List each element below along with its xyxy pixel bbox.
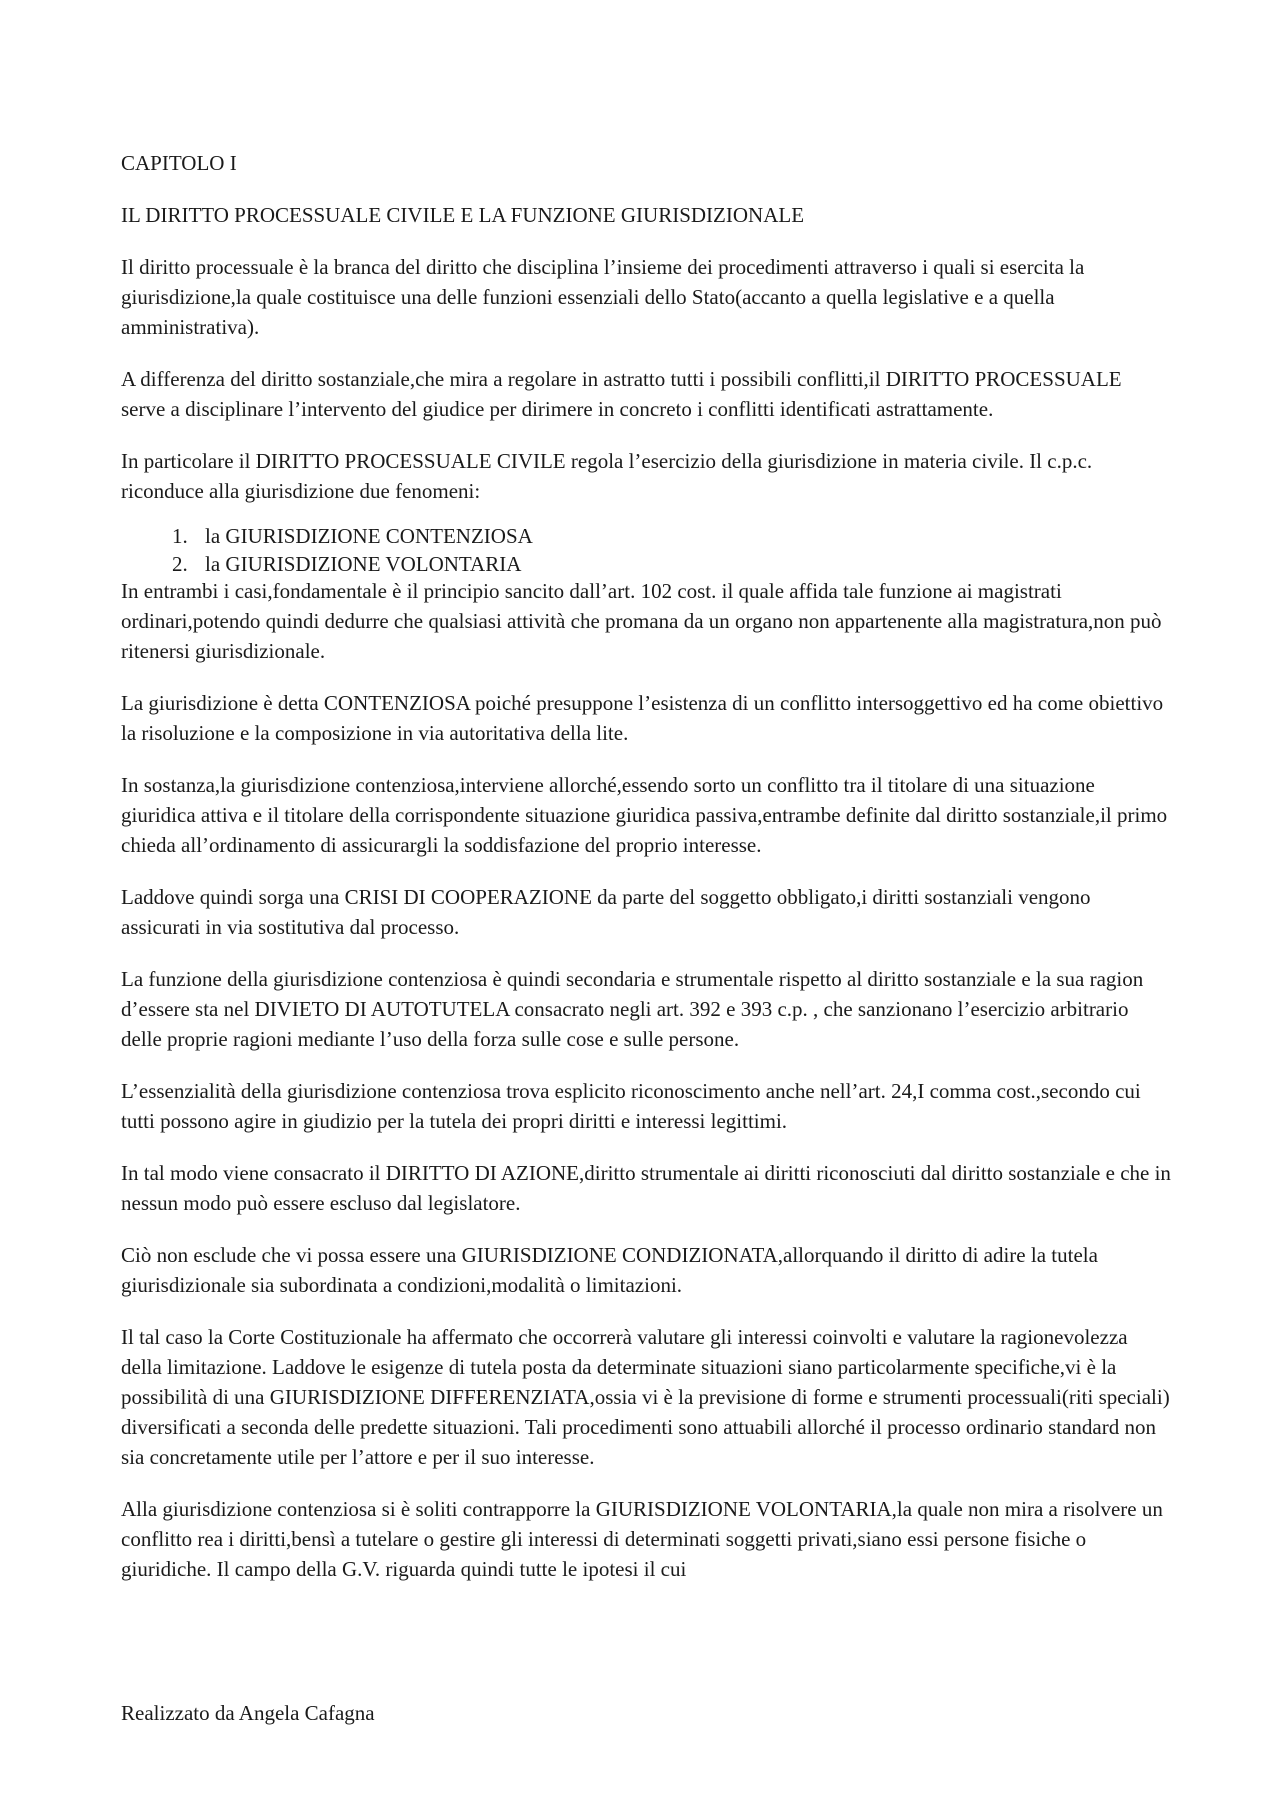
paragraph: La giurisdizione è detta CONTENZIOSA poiché presuppone l’esistenza di un conflitto intersoggettivo ed ha come obiettivo la risoluzione e la composizione in via autoritativa della lite. (121, 691, 1164, 745)
paragraph: In tal modo viene consacrato il DIRITTO DI AZIONE,diritto strumentale ai diritti riconosciuti dal diritto sostanziale e che in nessun modo può essere escluso dal legislatore. (121, 1161, 1171, 1215)
paragraph: A differenza del diritto sostanziale,che mira a regolare in astratto tutti i possibili conflitti,il DIRITTO PROCESSUALE serve a disciplinare l’intervento del giudice per dirimere in concreto i conflitti identificati astrattamente. (121, 367, 1122, 421)
paragraph: In entrambi i casi,fondamentale è il principio sancito dall’art. 102 cost. il quale affida tale funzione ai magistrati ordinari,potendo quindi dedurre che qualsiasi attività che promana da un organo non appartenente alla magistratura,non può ritenersi giurisdizionale. (121, 579, 1162, 663)
numbered-list (121, 522, 1171, 578)
page-footer: Realizzato da Angela Cafagna (121, 1701, 375, 1725)
paragraph: L’essenzialità della giurisdizione contenziosa trova esplicito riconoscimento anche nell’art. 24,I comma cost.,secondo cui tutti possono agire in giudizio per la tutela dei propri diritti e interessi legittimi. (121, 1079, 1141, 1133)
paragraph: Il tal caso la Corte Costituzionale ha affermato che occorrerà valutare gli interessi coinvolti e valutare la ragionevolezza della limitazione. Laddove le esigenze di tutela posta da determinate situazioni siano particolarmente specifiche,vi è la possibilità di una GIURISDIZIONE DIFFERENZIATA,ossia vi è la previsione di forme e strumenti processuali(riti speciali) diversificati a seconda delle predette situazioni. Tali procedimenti sono attuabili allorché il processo ordinario standard non sia concretamente utile per l’attore e per il suo interesse. (121, 1325, 1170, 1469)
document-page (121, 148, 1171, 1606)
paragraph: La funzione della giurisdizione contenziosa è quindi secondaria e strumentale rispetto al diritto sostanziale e la sua ragion d’essere sta nel DIVIETO DI AUTOTUTELA consacrato negli art. 392 e 393 c.p. , che sanzionano l’esercizio arbitrario delle proprie ragioni mediante l’uso della forza sulle cose e sulle persone. (121, 967, 1144, 1051)
list-item: 2. la GIURISDIZIONE VOLONTARIA (193, 550, 1171, 578)
paragraph: Il diritto processuale è la branca del diritto che disciplina l’insieme dei procedimenti attraverso i quali si esercita la giurisdizione,la quale costituisce una delle funzioni essenziali dello Stato(accanto a quella legislative e a quella amministrativa). (121, 255, 1085, 339)
list-item: 1. la GIURISDIZIONE CONTENZIOSA (193, 522, 1171, 550)
paragraph: Alla giurisdizione contenziosa si è soliti contrapporre la GIURISDIZIONE VOLONTARIA,la quale non mira a risolvere un conflitto rea i diritti,bensì a tutelare o gestire gli interessi di determinati soggetti privati,siano essi persone fisiche o giuridiche. Il campo della G.V. riguarda quindi tutte le ipotesi il cui (121, 1497, 1163, 1581)
paragraph: In sostanza,la giurisdizione contenziosa,interviene allorché,essendo sorto un conflitto tra il titolare di una situazione giuridica attiva e il titolare della corrispondente situazione giuridica passiva,entrambe definite dal diritto sostanziale,il primo chieda all’ordinamento di assicurargli la soddisfazione del proprio interesse. (121, 773, 1168, 857)
chapter-title: IL DIRITTO PROCESSUALE CIVILE E LA FUNZIONE GIURISDIZIONALE (121, 203, 805, 227)
paragraph: In particolare il DIRITTO PROCESSUALE CIVILE regola l’esercizio della giurisdizione in materia civile. Il c.p.c. riconduce alla giurisdizione due fenomeni: (121, 449, 1093, 503)
paragraph: Ciò non esclude che vi possa essere una GIURISDIZIONE CONDIZIONATA,allorquando il diritto di adire la tutela giurisdizionale sia subordinata a condizioni,modalità o limitazioni. (121, 1243, 1098, 1297)
chapter-heading: CAPITOLO I (121, 151, 237, 175)
paragraph: Laddove quindi sorga una CRISI DI COOPERAZIONE da parte del soggetto obbligato,i diritti sostanziali vengono assicurati in via sostitutiva dal processo. (121, 885, 1091, 939)
